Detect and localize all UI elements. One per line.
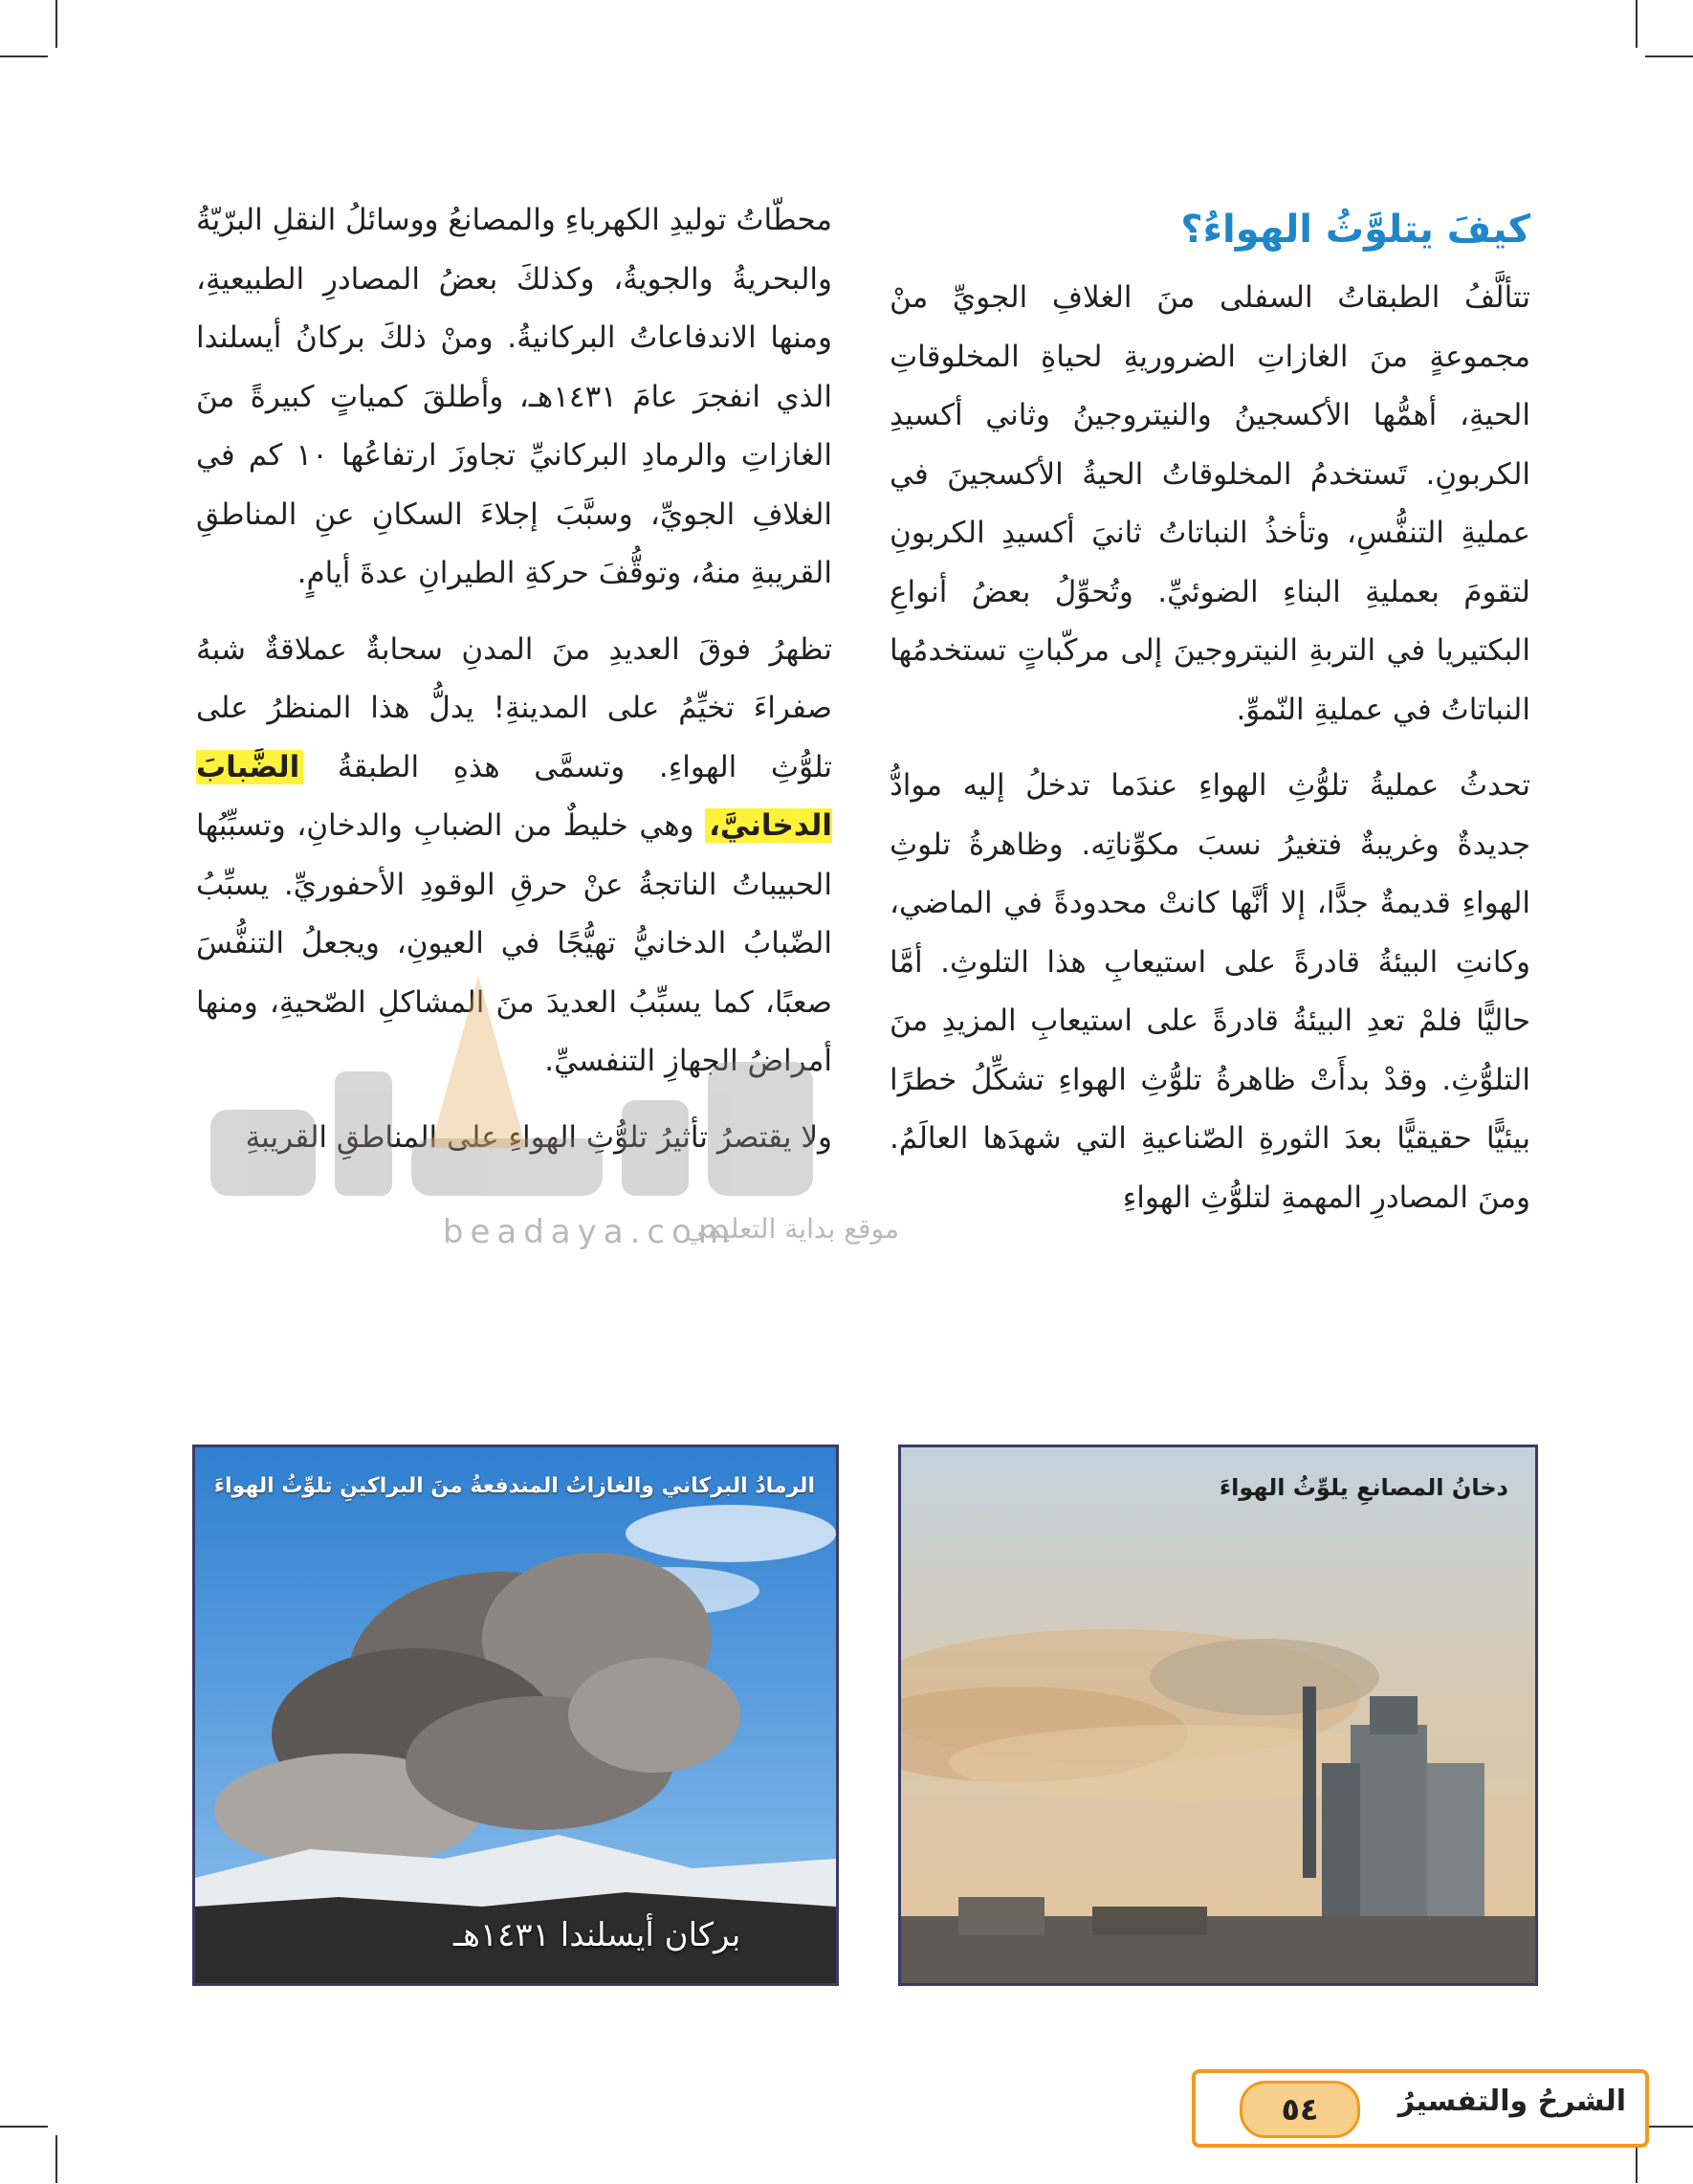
factory-image: [901, 1447, 1535, 1983]
page-number: ٥٤: [1240, 2081, 1360, 2138]
section-title: الشرحُ والتفسيرُ: [1397, 2085, 1626, 2118]
section-heading: كيفَ يتلوَّثُ الهواءُ؟: [1180, 208, 1530, 252]
paragraph: تحدثُ عمليةُ تلوُّثِ الهواءِ عندَما تدخلُ إليه موادُّ جديدةٌ وغريبةٌ فتغيرُ نسبَ مكوِّناتِه. وظاهرةُ تلوثِ الهواءِ قديمةٌ جدًّا، إلا أنَّها كانتْ محدودةً في الماضي، وكانتِ البيئةُ قادرةً على استيعابِ هذا التلوثِ. أمَّا حاليًّا فلمْ تعدِ البيئةُ قادرةً على استيعابِ المزيدِ منَ التلوُّثِ. وقدْ بدأَتْ ظاهرةُ تلوُّثِ الهواءِ تشكِّلُ خطرًا بيئيًّا حقيقيًّا بعدَ الثورةِ الصّناعيةِ التي شهدَها العالَمُ. ومنَ المصادرِ المهمةِ لتلوُّثِ الهواءِ: [890, 768, 1530, 1215]
footer-bar: [1192, 2069, 1649, 2148]
left-column: [196, 191, 832, 1184]
crop-mark: [1645, 55, 1693, 57]
paragraph-text: تظهرُ فوقَ العديدِ منَ المدنِ سحابةٌ عملاقةٌ شبهُ صفراءَ تخيِّمُ على المدينةِ! يدلُّ هذا المنظرُ على تلوُّثِ الهواءِ. وتسمَّى هذهِ الطبقةُ: [196, 631, 833, 784]
figure-caption: الرمادُ البركاني والغازاتُ المندفعةُ منَ البراكينِ تلوِّثُ الهواءَ: [213, 1474, 815, 1498]
crop-mark: [0, 55, 48, 57]
right-column: [890, 196, 1530, 1245]
highlighted-term: الضَّبابَ الدخانيَّ،: [196, 749, 832, 843]
figure-subcaption: بركان أيسلندا ١٤٣١هـ: [453, 1916, 741, 1954]
crop-mark: [55, 0, 80, 48]
paragraph: تتألَّفُ الطبقاتُ السفلى منَ الغلافِ الجويِّ منْ مجموعةٍ منَ الغازاتِ الضروريةِ لحياةِ المخلوقاتِ الحيةِ، أهمُّها الأكسجينُ والنيتروجينُ وثاني أكسيدِ الكربونِ. تَستخدمُ المخلوقاتُ الحيةُ الأكسجينَ في عمليةِ التنفُّسِ، وتأخذُ النباتاتُ ثانيَ أكسيدِ الكربونِ لتقومَ بعمليةِ البناءِ الضوئيِّ. وتُحوِّلُ بعضُ أنواعِ البكتيريا في التربةِ النيتروجينَ إلى مركّباتٍ تستخدمُها النباتاتُ في عمليةِ النّموِّ.: [890, 280, 1530, 727]
factory-figure: [898, 1445, 1538, 1986]
watermark-arabic: موقع بداية التعليمي: [684, 1213, 899, 1245]
volcano-image: [195, 1447, 836, 1983]
crop-mark: [1613, 0, 1638, 48]
paragraph: محطّاتُ توليدِ الكهرباءِ والمصانعُ ووسائلُ النقلِ البرّيّةُ والبحريةُ والجويةُ، وكذلكَ بعضُ المصادرِ الطبيعيةِ، ومنها الاندفاعاتُ البركانيةُ. ومنْ ذلكَ بركانُ أيسلندا الذي انفجرَ عامَ ١٤٣١هـ، وأطلقَ كمياتٍ كبيرةً منَ الغازاتِ والرمادِ البركانيِّ تجاوزَ ارتفاعُها ١٠ كم في الغلافِ الجويِّ، وسبَّبَ إجلاءَ السكانِ عنِ المناطقِ القريبةِ منهُ، وتوقُّفَ حركةِ الطيرانِ عدةَ أيامٍ.: [196, 203, 832, 590]
paragraph: [196, 621, 832, 1092]
watermark-url: beadaya.com: [442, 1213, 737, 1251]
crop-mark: [55, 2135, 80, 2183]
volcano-figure: [192, 1445, 839, 1986]
crop-mark: [0, 2126, 48, 2128]
paragraph: ولا يقتصرُ تأثيرُ تلوُّثِ الهواءِ على المناطقِ القريبةِ: [245, 1119, 832, 1155]
figure-caption: دخانُ المصانعِ يلوِّثُ الهواءَ: [1219, 1474, 1508, 1501]
page-footer: [486, 2069, 1672, 2184]
paragraph-text: وهي خليطٌ من الضبابِ والدخانِ، وتسبِّبُها الحبيباتُ الناتجةُ عنْ حرقِ الوقودِ الأحفوريِّ. يسبِّبُ الضّبابُ الدخانيُّ تهيُّجًا في العيونِ، ويجعلُ التنفُّسَ صعبًا، كما يسبِّبُ العديدَ منَ المشاكلِ الصّحيةِ، ومنها أمراضُ الجهازِ التنفسيِّ.: [196, 808, 832, 1078]
